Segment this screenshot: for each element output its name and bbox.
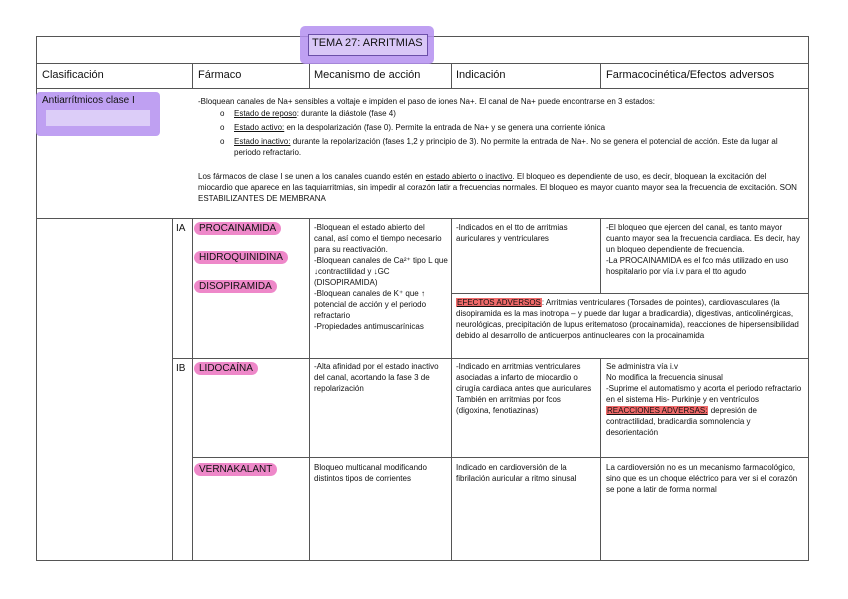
- ib-indicacion-item: También en arritmias por fcos (digoxina, fenotiazinas): [456, 395, 561, 415]
- bullet-icon: o: [220, 109, 225, 118]
- ia-farmaco-item: -La PROCAINAMIDA es el fco más utilizado en uso hospitalario por vía i.v para el tto agudo: [606, 256, 789, 276]
- state-label: Estado de reposo: [234, 109, 297, 118]
- ia-mecanismo-item: -Propiedades antimuscarínicas: [314, 322, 424, 331]
- ia-mecanismo-item: -Bloquean canales de Ca²⁺ tipo L que ↓contractilidad y ↓GC (DISOPIRAMIDA): [314, 256, 448, 287]
- reacciones-text: depresión de contractilidad, bradicardia somnolencia y desorientación: [606, 406, 757, 437]
- states-list: [220, 108, 804, 158]
- drug-vernakalant: VERNAKALANT: [194, 463, 277, 476]
- ia-indicacion: -Indicados en el tto de arritmias auriculares y ventriculares: [456, 223, 568, 243]
- table-border-right: [808, 36, 809, 561]
- bullet-icon: o: [220, 137, 225, 146]
- table-rule: [451, 218, 452, 561]
- state-text: : durante la diástole (fase 4): [296, 109, 396, 118]
- intro-paragraph: [198, 171, 803, 204]
- state-text: durante la repolarización (fases 1,2 y principio de 3). No permite la entrada de Na+. No se genera el potencial de acción. Este da lugar al periodo refractario.: [234, 137, 778, 157]
- table-rule: [36, 88, 808, 89]
- subclass-ia: IA: [176, 223, 186, 234]
- table-rule: [192, 63, 193, 89]
- ib-reacciones: [606, 405, 804, 438]
- subclass-ib: IB: [176, 363, 186, 374]
- bullet-icon: o: [220, 123, 225, 132]
- ib-mecanismo: -Alta afinidad por el estado inactivo del canal, acortando la fase 3 de repolarización: [314, 362, 439, 393]
- state-item: [220, 122, 804, 133]
- table-rule: [600, 218, 601, 294]
- header-mecanismo: Mecanismo de acción: [314, 69, 421, 81]
- table-rule: [192, 218, 193, 561]
- ib-farmaco-item: -Suprime el automatismo y acorta el periodo refractario en el sistema His- Purkinje y en ventrículos: [606, 384, 802, 404]
- state-text: en la despolarización (fase 0). Permite la entrada de Na+ y se genera una corriente iónica: [284, 123, 606, 132]
- table-rule: [36, 218, 808, 219]
- state-label: Estado activo:: [234, 123, 285, 132]
- page-title: TEMA 27: ARRITMIAS: [312, 37, 423, 49]
- header-farmacocinetica: Farmacocinética/Efectos adversos: [606, 69, 775, 81]
- table-rule: [600, 358, 601, 561]
- efectos-text: : Arritmias ventriculares (Torsades de pointes), cardiovasculares (la disopiramida es la mas inotropa – y puede dar lugar a bradicardia), digestivas, anticolinérgicas, neurológicas, precipitación de lupus eritematoso (procainamida), reacciones de hipersensibilidad debido al desarrollo de anticuerpos antinucleares con la procainamida: [456, 298, 799, 340]
- ia-mecanismo: [314, 222, 448, 332]
- ia-mecanismo-item: -Bloquean el estado abierto del canal, así como el tiempo necesario para su reactivación.: [314, 223, 442, 254]
- ib-indicacion-item: -Indicado en arritmias ventriculares asociadas a infarto de miocardio o cirugía cardiaca antes que auriculares: [456, 362, 592, 393]
- ia-farmaco-item: -El bloqueo que ejercen del canal, es tanto mayor cuanto mayor sea la frecuencia cardiaca. Es decir, hay un bloqueo dependiente de frecuencia.: [606, 223, 800, 254]
- vern-farmacocinetica: La cardioversión no es un mecanismo farmacológico, sino que es un choque eléctrico para ver si el corazón se pone a latir de forma normal: [606, 463, 798, 494]
- vern-mecanismo: Bloqueo multicanal modificando distintos tipos de corrientes: [314, 463, 427, 483]
- ia-mecanismo-item: -Bloquean canales de K⁺ que ↑ potencial de acción y el periodo refractario: [314, 289, 427, 320]
- efectos-label: EFECTOS ADVERSOS: [457, 298, 541, 307]
- header-clasificacion: Clasificación: [42, 69, 104, 81]
- ia-farmacocinetica: [606, 222, 804, 277]
- ib-farmacocinetica: [606, 361, 804, 438]
- table-rule: [192, 457, 808, 458]
- table-rule: [172, 358, 808, 359]
- reacciones-label: REACCIONES ADVERSAS:: [607, 406, 708, 415]
- intro-line: -Bloquean canales de Na+ sensibles a voltaje e impiden el paso de iones Na+. El canal de Na+ puede encontrarse en 3 estados:: [198, 97, 655, 106]
- ib-farmaco-item: No modifica la frecuencia sinusal: [606, 373, 723, 382]
- table-rule: [451, 63, 452, 89]
- intro-text: . El bloqueo es dependiente de uso, es decir, bloquean la excitación del miocardio que aparece en las taquiarritmias, sin impedir al corazón latir a frecuencias normales. El bloqueo es mayor cuanto mayor sea la frecuencia de excitación. SON ESTABILIZANTES DE MEMBRANA: [198, 172, 797, 203]
- table-rule: [309, 63, 310, 89]
- table-border-bottom: [36, 560, 808, 561]
- class-label: Antiarrítmicos clase I: [42, 95, 135, 106]
- intro-underlined: estado abierto o inactivo: [425, 172, 513, 181]
- drug-procainamida: PROCAINAMIDA: [194, 222, 281, 235]
- drug-disopiramida: DISOPIRAMIDA: [194, 280, 277, 293]
- table-rule: [309, 218, 310, 561]
- table-rule: [172, 218, 173, 561]
- table-rule: [600, 63, 601, 89]
- ia-efectos: [456, 297, 804, 341]
- intro-text: Los fármacos de clase I se unen a los canales cuando estén en: [198, 172, 426, 181]
- drug-hidroquinidina: HIDROQUINIDINA: [194, 251, 288, 264]
- drug-lidocaina: LIDOCAÍNA: [194, 362, 258, 375]
- vern-indicacion: Indicado en cardioversión de la fibrilación auricular a ritmo sinusal: [456, 463, 577, 483]
- table-rule: [451, 293, 808, 294]
- ib-farmaco-item: Se administra vía i.v: [606, 362, 679, 371]
- state-item: [220, 136, 804, 158]
- header-farmaco: Fármaco: [198, 69, 242, 81]
- header-indicacion: Indicación: [456, 69, 506, 81]
- state-label: Estado inactivo:: [234, 137, 291, 146]
- class-highlight-inner: [46, 110, 150, 126]
- state-item: [220, 108, 804, 119]
- ib-indicacion: [456, 361, 596, 416]
